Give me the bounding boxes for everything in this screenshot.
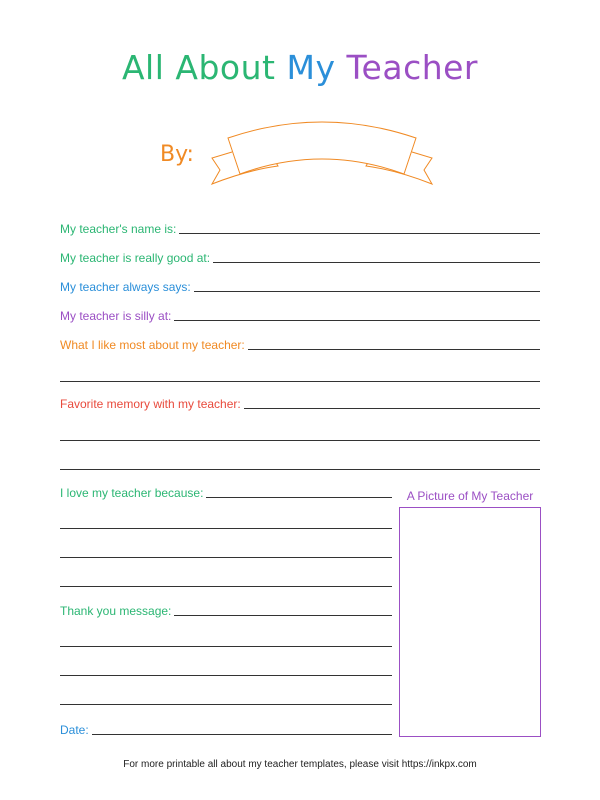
thank-you-extra-line-3[interactable] xyxy=(60,704,392,705)
teacher-name-field[interactable] xyxy=(60,215,540,237)
silly-at-line[interactable] xyxy=(174,320,540,321)
memory-field[interactable] xyxy=(60,390,540,412)
silly-at-label: My teacher is silly at: xyxy=(60,309,172,323)
always-says-label: My teacher always says: xyxy=(60,280,191,294)
page-title xyxy=(0,48,600,88)
always-says-field[interactable] xyxy=(60,273,540,295)
ribbon-banner-icon xyxy=(208,118,436,194)
love-because-field[interactable] xyxy=(60,479,392,501)
thank-you-field[interactable] xyxy=(60,597,392,619)
love-because-extra-line-3[interactable] xyxy=(60,586,392,587)
memory-extra-line-2[interactable] xyxy=(60,469,540,470)
thank-you-extra-line-1[interactable] xyxy=(60,646,392,647)
silly-at-field[interactable] xyxy=(60,302,540,324)
title-word-all: All xyxy=(121,48,165,87)
like-most-line[interactable] xyxy=(248,349,540,350)
date-line[interactable] xyxy=(92,734,392,735)
title-word-about: About xyxy=(175,48,276,87)
picture-box[interactable] xyxy=(399,507,541,737)
memory-label: Favorite memory with my teacher: xyxy=(60,397,241,411)
good-at-field[interactable] xyxy=(60,244,540,266)
memory-line[interactable] xyxy=(244,408,540,409)
love-because-label: I love my teacher because: xyxy=(60,486,204,500)
date-field[interactable] xyxy=(60,716,392,738)
picture-title: A Picture of My Teacher xyxy=(406,489,534,503)
good-at-line[interactable] xyxy=(213,262,540,263)
thank-you-label: Thank you message: xyxy=(60,604,172,618)
thank-you-line[interactable] xyxy=(174,615,392,616)
like-most-label: What I like most about my teacher: xyxy=(60,338,245,352)
like-most-field[interactable] xyxy=(60,331,540,353)
good-at-label: My teacher is really good at: xyxy=(60,251,211,265)
by-label: By: xyxy=(160,142,194,167)
date-label: Date: xyxy=(60,723,89,737)
like-most-extra-line[interactable] xyxy=(60,381,540,382)
teacher-name-label: My teacher's name is: xyxy=(60,222,177,236)
footer-note: For more printable all about my teacher templates, please visit https://inkpx.com xyxy=(123,759,477,770)
byline xyxy=(160,118,480,194)
always-says-line[interactable] xyxy=(194,291,540,292)
thank-you-extra-line-2[interactable] xyxy=(60,675,392,676)
teacher-name-line[interactable] xyxy=(179,233,540,234)
title-word-my: My xyxy=(286,48,336,87)
memory-extra-line-1[interactable] xyxy=(60,440,540,441)
love-because-extra-line-1[interactable] xyxy=(60,528,392,529)
love-because-extra-line-2[interactable] xyxy=(60,557,392,558)
love-because-line[interactable] xyxy=(206,497,392,498)
title-word-teacher: Teacher xyxy=(346,48,479,87)
